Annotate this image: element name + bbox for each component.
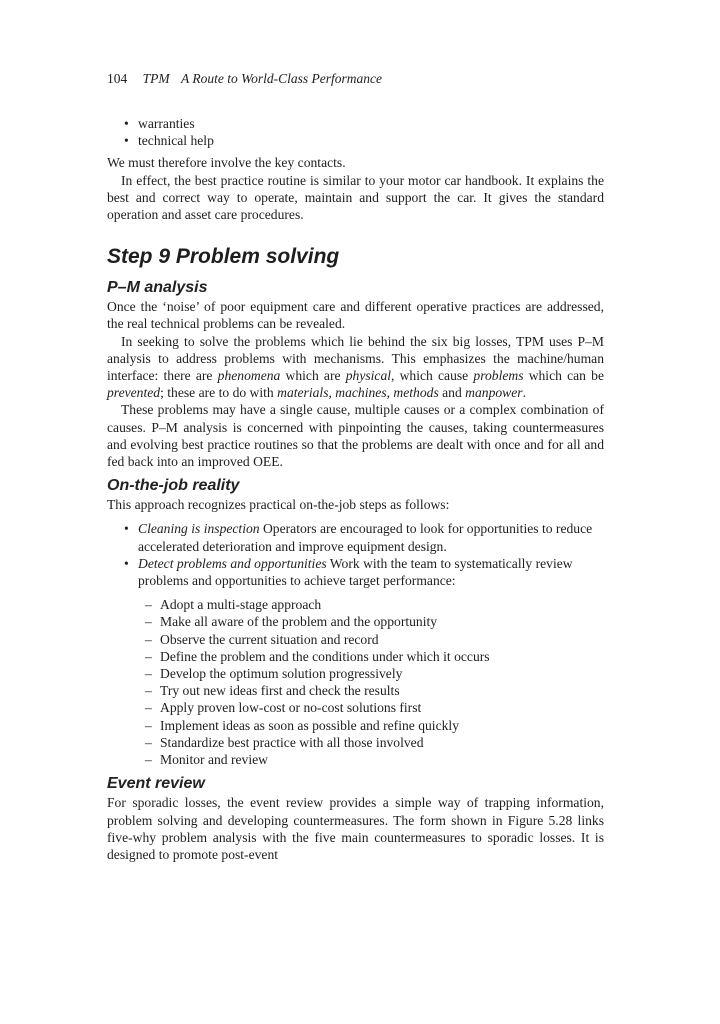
book-abbreviation: TPM (142, 71, 170, 86)
dash-item: – Make all aware of the problem and the opportunity (107, 613, 604, 630)
dash-item: – Define the problem and the conditions under which it occurs (107, 648, 604, 665)
subsection-heading: P–M analysis (107, 279, 208, 297)
subsection-heading: On-the-job reality (107, 477, 240, 495)
paragraph: These problems may have a single cause, multiple causes or a complex combination of causes. P–M analysis is concerned with pinpointing the causes, taking countermeasures and evolving best practice routines so that the problems are dealt with once and for all and fed back into an improved OEE. (107, 402, 604, 470)
on-the-job-section (107, 476, 604, 768)
paragraph: For sporadic losses, the event review provides a simple way of trapping information, problem solving and developing countermeasures. The form shown in Figure 5.28 links five-why problem analysis with the five main countermeasures to sporadic losses. It is designed to promote post-event (107, 795, 604, 862)
practical-steps-list (107, 520, 604, 768)
dash-item: – Monitor and review (107, 751, 604, 768)
dash-item: – Develop the optimum solution progressively (107, 665, 604, 682)
dash-item: – Standardize best practice with all those involved (107, 734, 604, 751)
paragraph: Once the ‘noise’ of poor equipment care and different operative practices are addressed, the real technical problems can be revealed. (107, 299, 604, 332)
list-item: • technical help (107, 132, 604, 149)
subsection-heading: Event review (107, 775, 205, 793)
running-head (107, 70, 604, 88)
list-item: • warranties (107, 115, 604, 132)
event-review-section (107, 774, 604, 863)
section-heading: Step 9 Problem solving (107, 245, 340, 269)
intro-section (107, 154, 604, 223)
pm-analysis-section (107, 278, 604, 470)
dash-item: – Apply proven low-cost or no-cost solutions first (107, 699, 604, 716)
dash-item: – Implement ideas as soon as possible and refine quickly (107, 717, 604, 734)
paragraph: We must therefore involve the key contacts. (107, 155, 346, 171)
paragraph: In seeking to solve the problems which lie behind the six big losses, TPM uses P–M analysis to address problems with mechanisms. This emphasizes the machine/human interface: there are phenomena which are physical, which cause problems which can be prevented; these are to do with materials, machines, methods and manpower. (107, 333, 604, 401)
paragraph: In effect, the best practice routine is similar to your motor car handbook. It explains the best and correct way to operate, maintain and support the car. It gives the standard operation and asset care procedures. (107, 172, 604, 223)
paragraph: This approach recognizes practical on-the-job steps as follows: (107, 497, 450, 513)
dash-item: – Try out new ideas first and check the results (107, 682, 604, 699)
list-item: • Cleaning is inspection Operators are encouraged to look for opportunities to reduce accelerated deterioration and improve equipment design. (107, 520, 604, 554)
dash-item: – Observe the current situation and record (107, 631, 604, 648)
page-number: 104 (107, 71, 128, 86)
list-item: • Detect problems and opportunities Work with the team to systematically review problems and opportunities to achieve target performance: – Adopt a multi-stage approach – Make all aware of the problem and the opportunity – Observe the current situation and record – Define the problem and the conditions under which it occurs – Develop the optimum solution progressively – Try out new ideas first and check the results – Apply proven low-cost or no-cost solutions first – Implement ideas as soon as possible and refine quickly – Standardize best practice with all those involved – Monitor and review (107, 555, 604, 768)
dash-list (107, 596, 604, 768)
page-content (107, 70, 604, 863)
book-title: A Route to World-Class Performance (181, 71, 382, 86)
dash-item: – Adopt a multi-stage approach (107, 596, 604, 613)
top-bullet-list (107, 115, 604, 149)
